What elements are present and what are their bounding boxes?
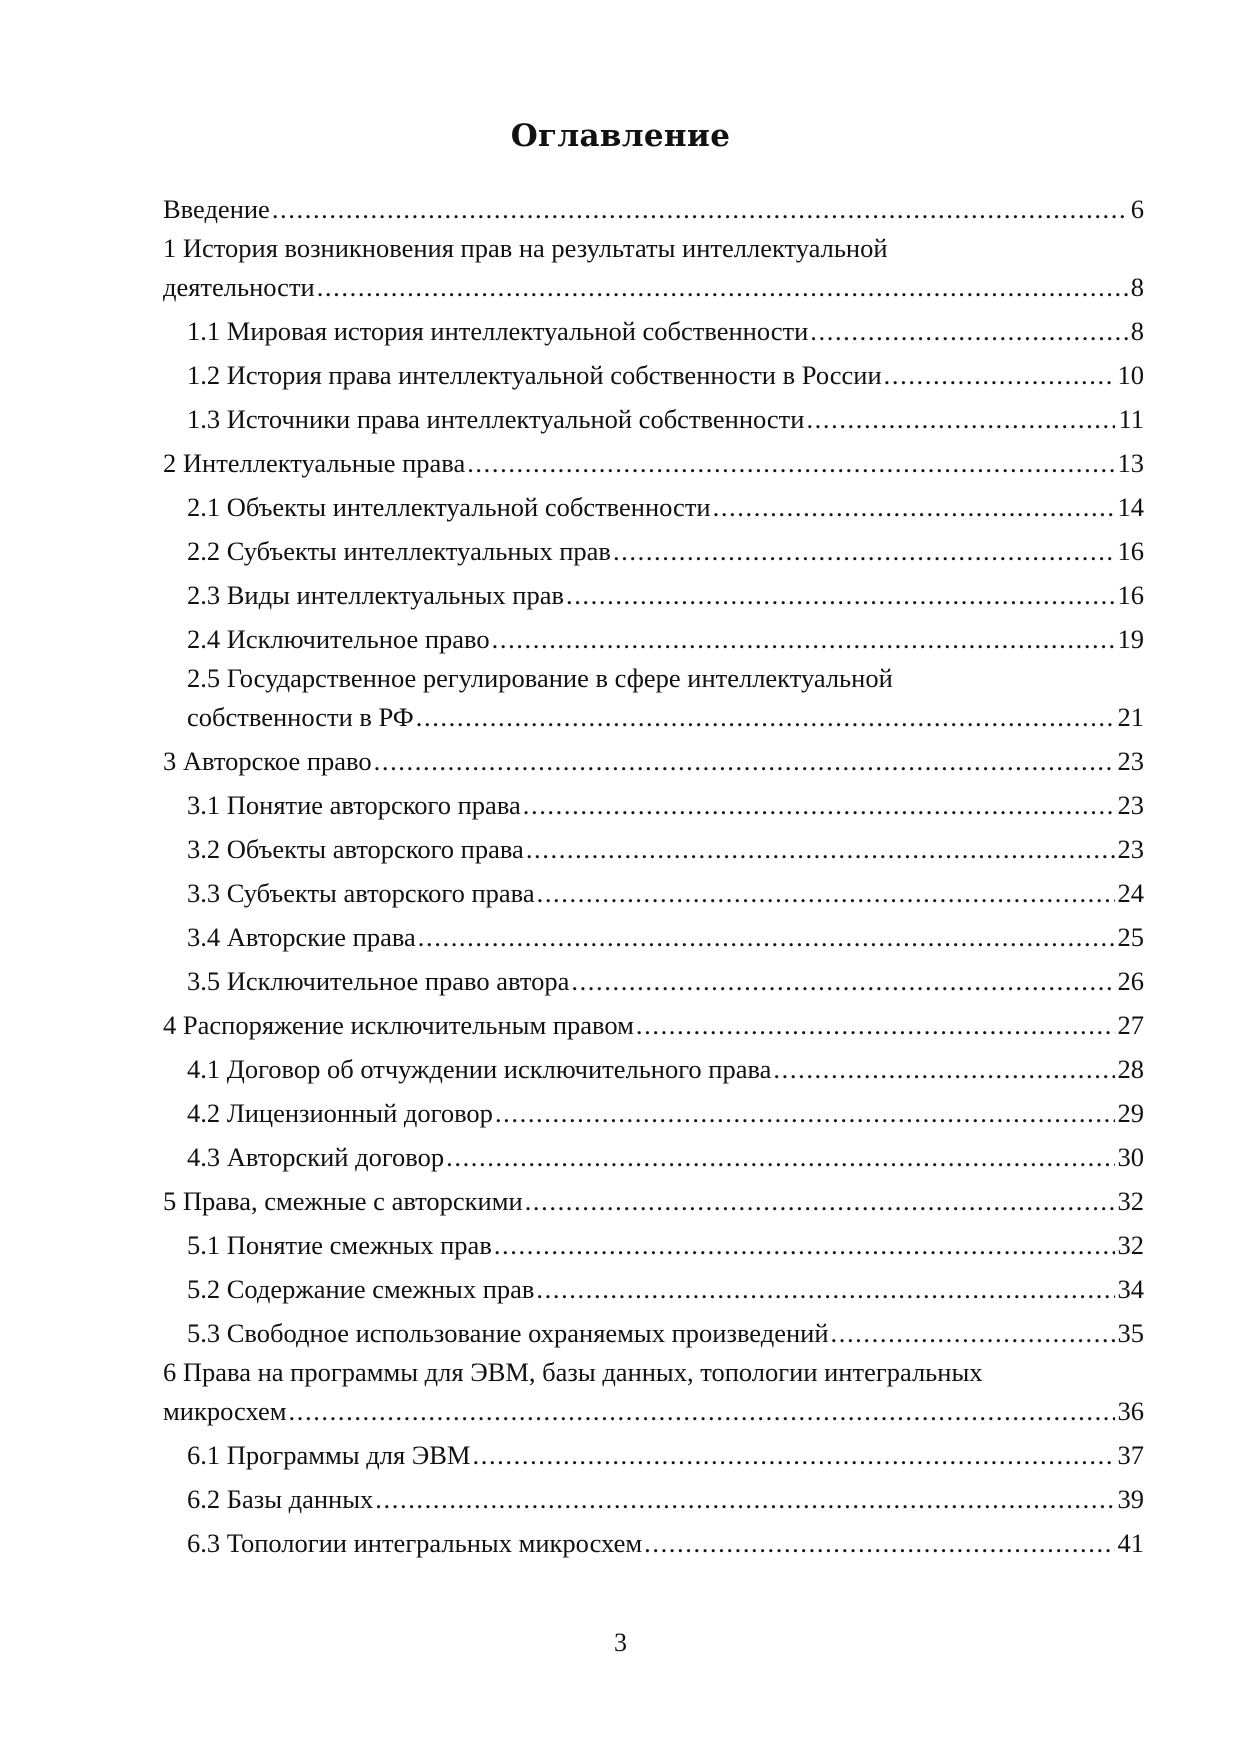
toc-subsection-entry[interactable] [163,827,1144,871]
toc-entry-page: 19 [1117,624,1144,654]
toc-entry-page: 8 [1130,316,1144,346]
toc-entry-title: 6.2 Базы данных [187,1484,374,1514]
toc-entry-page: 16 [1117,536,1144,566]
toc-subsection-entry[interactable] [163,1433,1144,1477]
dot-leader [566,573,1115,617]
dot-leader [374,739,1115,783]
toc-entry-title: 6.3 Топологии интегральных микросхем [187,1528,643,1558]
toc-section-entry[interactable] [163,441,1144,485]
toc-subsection-entry[interactable] [163,485,1144,529]
toc-entry-title: 2 Интеллектуальные права [163,448,466,478]
toc-entry-title: 3.4 Авторские права [187,922,416,952]
toc-entry-title: 5.3 Свободное использование охраняемых произведений [187,1318,829,1348]
toc-entry-title: 2.2 Субъекты интеллектуальных прав [187,536,611,566]
toc-entry-title: 5.1 Понятие смежных прав [187,1230,492,1260]
toc-subsection-entry[interactable] [163,1521,1144,1565]
toc-entry-page: 13 [1117,448,1144,478]
dot-leader [636,1003,1115,1047]
dot-leader [613,529,1115,573]
toc-subsection-entry[interactable] [163,529,1144,573]
toc-section-entry[interactable] [163,231,1144,309]
toc-entry-page: 41 [1117,1528,1144,1558]
toc-entry-page: 34 [1117,1274,1144,1304]
toc-entry-page: 24 [1117,878,1144,908]
toc-subsection-entry[interactable] [163,915,1144,959]
toc-subsection-entry[interactable] [163,661,1144,739]
toc-subsection-entry[interactable] [163,1091,1144,1135]
toc-entry-title: 2.3 Виды интеллектуальных прав [187,580,564,610]
toc-section-entry[interactable] [163,739,1144,783]
toc-entry-title: 6.1 Программы для ЭВМ [187,1440,471,1470]
toc-entry-title: 1.1 Мировая история интеллектуальной собственности [187,316,809,346]
toc-entry-page: 25 [1117,922,1144,952]
toc-entry-page: 28 [1117,1054,1144,1084]
toc-entry-title-line1: 6 Права на программы для ЭВМ, базы данных, топологии интегральных [163,1357,983,1387]
toc-entry-page: 16 [1117,580,1144,610]
dot-leader [537,871,1115,915]
toc-subsection-entry[interactable] [163,617,1144,661]
dot-leader [492,617,1115,661]
toc-entry-page: 21 [1117,702,1144,732]
table-of-contents [163,187,1144,1565]
toc-entry-page: 23 [1117,790,1144,820]
toc-subsection-entry[interactable] [163,959,1144,1003]
toc-entry-page: 35 [1117,1318,1144,1348]
toc-section-entry[interactable] [163,1355,1144,1433]
toc-entry-title: 2.4 Исключительное право [187,624,490,654]
toc-entry-title: микросхем [163,1396,287,1426]
toc-entry-title: 2.1 Объекты интеллектуальной собственности [187,492,711,522]
dot-leader [884,353,1115,397]
toc-entry-title-line1: 2.5 Государственное регулирование в сфере интеллектуальной [187,663,893,693]
toc-entry-title: собственности в РФ [187,702,414,732]
dot-leader [418,915,1115,959]
toc-entry-page: 32 [1117,1186,1144,1216]
dot-leader [571,959,1114,1003]
toc-entry-page: 37 [1117,1440,1144,1470]
dot-leader [467,441,1114,485]
toc-entry-title: 3.1 Понятие авторского права [187,790,521,820]
dot-leader [272,187,1128,231]
toc-subsection-entry[interactable] [163,1477,1144,1521]
dot-leader [289,1389,1115,1433]
toc-entry-title: 5.2 Содержание смежных прав [187,1274,535,1304]
dot-leader [536,1267,1114,1311]
toc-subsection-entry[interactable] [163,309,1144,353]
toc-section-entry[interactable] [163,1179,1144,1223]
toc-entry-page: 14 [1117,492,1144,522]
toc-entry-title: 4.1 Договор об отчуждении исключительного права [187,1054,772,1084]
toc-entry-title: 4 Распоряжение исключительным правом [163,1010,634,1040]
toc-entry-page: 32 [1117,1230,1144,1260]
toc-entry-title: 4.2 Лицензионный договор [187,1098,493,1128]
toc-subsection-entry[interactable] [163,783,1144,827]
dot-leader [375,1477,1114,1521]
dot-leader [495,1091,1115,1135]
toc-subsection-entry[interactable] [163,1047,1144,1091]
toc-entry-page: 30 [1117,1142,1144,1172]
page-number: 3 [614,1628,627,1657]
dot-leader [473,1433,1115,1477]
toc-entry-title: 4.3 Авторский договор [187,1142,445,1172]
dot-leader [525,1179,1115,1223]
toc-entry-page: 23 [1117,746,1144,776]
toc-subsection-entry[interactable] [163,1267,1144,1311]
toc-entry-title: 3.5 Исключительное право автора [187,966,570,996]
toc-entry-page: 11 [1118,404,1144,434]
dot-leader [317,265,1128,309]
toc-entry-page: 26 [1117,966,1144,996]
toc-entry-title: 5 Права, смежные с авторскими [163,1186,523,1216]
toc-entry-title: Введение [163,194,270,224]
toc-section-entry[interactable] [163,1003,1144,1047]
toc-entry-title: 3.2 Объекты авторского права [187,834,524,864]
toc-entry-page: 23 [1117,834,1144,864]
toc-entry-title: 3 Авторское право [163,746,372,776]
dot-leader [644,1521,1114,1565]
toc-entry-title: деятельности [163,272,315,302]
toc-subsection-entry[interactable] [163,573,1144,617]
dot-leader [526,827,1115,871]
toc-entry-page: 10 [1117,360,1144,390]
toc-subsection-entry[interactable] [163,1311,1144,1355]
toc-subsection-entry[interactable] [163,1135,1144,1179]
toc-entry-page: 36 [1117,1396,1144,1426]
dot-leader [416,695,1115,739]
dot-leader [446,1135,1114,1179]
page-title: Оглавление [510,118,731,154]
toc-subsection-entry[interactable] [163,397,1144,441]
dot-leader [806,397,1115,441]
toc-entry-page: 8 [1130,272,1144,302]
dot-leader [773,1047,1114,1091]
toc-entry-page: 27 [1117,1010,1144,1040]
toc-entry-page: 6 [1130,194,1144,224]
dot-leader [713,485,1115,529]
toc-entry-title-line1: 1 История возникновения прав на результаты интеллектуальной [163,233,888,263]
dot-leader [831,1311,1115,1355]
toc-entry-title: 1.2 История права интеллектуальной собственности в России [187,360,882,390]
toc-subsection-entry[interactable] [163,1223,1144,1267]
toc-subsection-entry[interactable] [163,353,1144,397]
dot-leader [810,309,1127,353]
toc-entry-title: 3.3 Субъекты авторского права [187,878,535,908]
toc-entry-page: 39 [1117,1484,1144,1514]
toc-subsection-entry[interactable] [163,871,1144,915]
dot-leader [494,1223,1115,1267]
dot-leader [523,783,1115,827]
toc-section-entry[interactable] [163,187,1144,231]
toc-entry-page: 29 [1117,1098,1144,1128]
toc-entry-title: 1.3 Источники права интеллектуальной собственности [187,404,805,434]
